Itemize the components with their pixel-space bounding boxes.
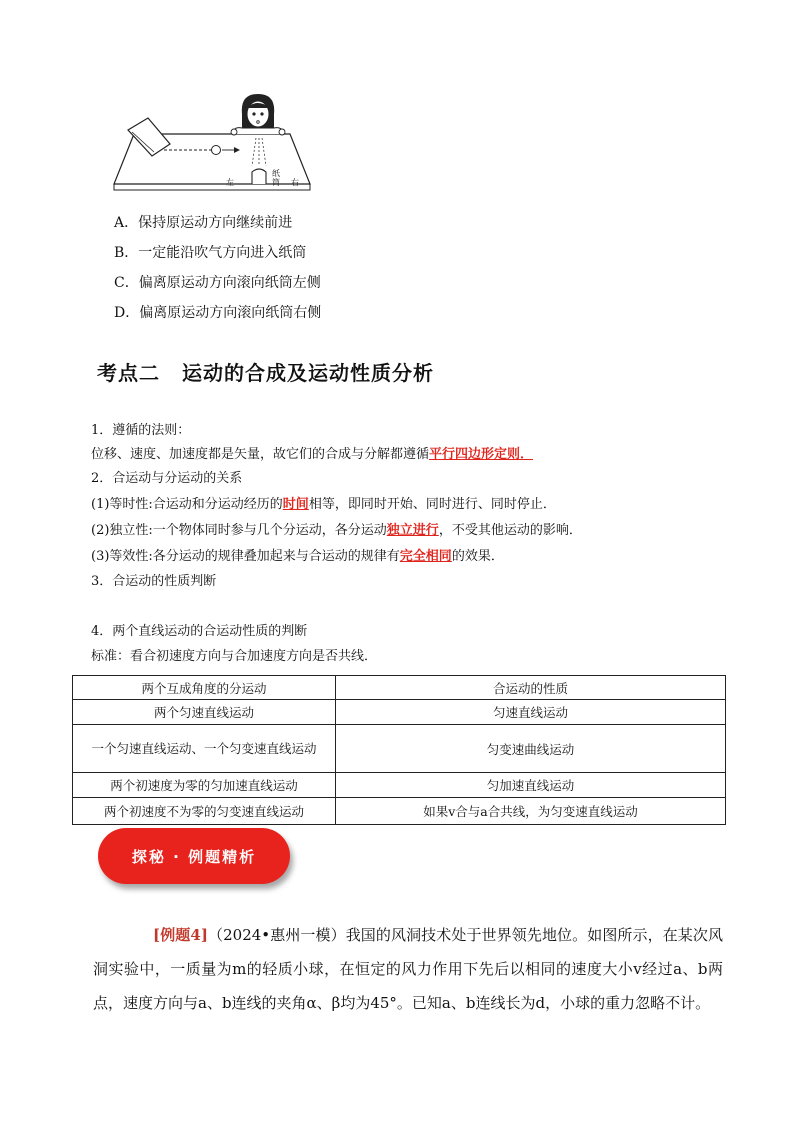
figure-label-left: 左 [226, 178, 234, 187]
ramp [128, 118, 170, 156]
option-d: D．偏离原运动方向滚向纸筒右侧 [114, 305, 322, 321]
motion-table [72, 675, 726, 825]
example-paragraph [93, 918, 723, 1020]
point-independence: (2)独立性:一个物体同时参与几个分运动，各分运动独立进行，不受其他运动的影响． [91, 523, 582, 538]
ball [212, 146, 221, 155]
girl-figure [231, 94, 285, 135]
paper-tube [252, 169, 266, 184]
rule-highlight: 平行四边形定则． [429, 447, 534, 462]
table-row: 两个匀速直线运动 匀速直线运动 [73, 700, 726, 725]
option-b: B．一定能沿吹气方向进入纸筒 [114, 245, 307, 261]
table-edge [114, 184, 310, 190]
table-row: 两个初速度不为零的匀变速直线运动 如果v合与a合共线，为匀变速直线运动 [73, 798, 726, 825]
section-title: 运动的合成及运动性质分析 [182, 361, 434, 385]
example-tag: [例题4] [153, 926, 208, 944]
point-simultaneity: (1)等时性:合运动和分运动经历的时间相等，即同时开始、同时进行、同时停止． [91, 497, 556, 512]
example-banner: 探秘 · 例题精析 [98, 828, 290, 884]
relation-title: 2．合运动与分运动的关系 [91, 471, 243, 486]
option-c: C．偏离原运动方向滚向纸筒左侧 [114, 275, 321, 291]
table-row: 两个初速度为零的匀加速直线运动 匀加速直线运动 [73, 773, 726, 798]
rule-line: 位移、速度、加速度都是矢量，故它们的合成与分解都遵循平行四边形定则． [91, 447, 534, 462]
option-a: A．保持原运动方向继续前进 [114, 215, 293, 231]
standard-line: 标准：看合初速度方向与合加速度方向是否共线． [91, 649, 378, 664]
section-heading [97, 357, 434, 386]
judge-title: 4．两个直线运动的合运动性质的判断 [91, 624, 308, 639]
figure-label-right: 右 [291, 178, 299, 187]
nature-title: 3．合运动的性质判断 [91, 574, 217, 589]
point-equivalence: (3)等效性:各分运动的规律叠加起来与合运动的规律有完全相同的效果． [91, 549, 504, 564]
example-text: （2024•惠州一模）我国的风洞技术处于世界领先地位。如图所示，在某次风洞实验中，一质量为m的轻质小球，在恒定的风力作用下先后以相同的速度大小v经过a、b两点，速度方向与a、b连线的夹角α、β均为45°。已知a、b连线长为d，小球的重力忽略不计。 [93, 926, 723, 1012]
section-number: 考点二 [97, 361, 160, 385]
table-header: 两个互成角度的分运动 合运动的性质 [73, 676, 726, 700]
table-row: 一个匀速直线运动、一个匀变速直线运动 匀变速曲线运动 [73, 725, 726, 773]
rule-title: 1．遵循的法则： [91, 423, 191, 438]
figure-label-tube: 纸筒 [272, 169, 280, 187]
